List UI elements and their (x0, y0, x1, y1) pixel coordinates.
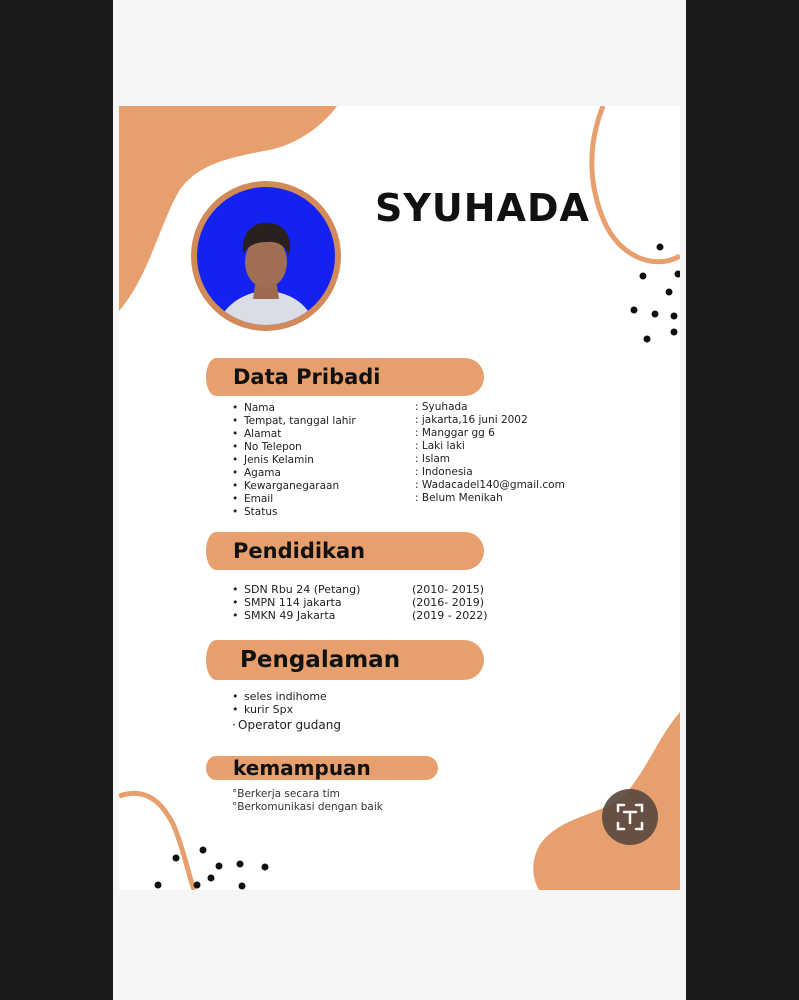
list-value: : Syuhada (415, 401, 468, 413)
list-item: • Tempat, tanggal lahir (232, 415, 356, 428)
list-item: • kurir Spx (232, 703, 341, 716)
education-list (232, 583, 492, 622)
experience-list (232, 690, 341, 733)
list-value: : Wadacadel140@gmail.com (415, 479, 565, 491)
personal-labels (232, 402, 356, 519)
list-item: • SMPN 114 jakarta (2016- 2019) (232, 596, 492, 609)
list-value: : Islam (415, 453, 451, 465)
list-item: • Kewarganegaraan (232, 480, 356, 493)
list-item: • Alamat (232, 428, 356, 441)
text-scan-icon[interactable] (602, 789, 658, 845)
list-value: : Manggar gg 6 (415, 427, 495, 439)
list-item: • Nama (232, 402, 356, 415)
personal-values (415, 401, 565, 505)
list-item: • Agama (232, 467, 356, 480)
list-item: • SMKN 49 Jakarta (2019 - 2022) (232, 609, 492, 622)
list-item: °Berkerja secara tim (232, 788, 340, 800)
cv-document (119, 106, 680, 890)
section-header-experience: Pengalaman (216, 640, 484, 680)
profile-photo (191, 181, 341, 331)
person-name: SYUHADA (375, 186, 590, 230)
section-header-personal: Data Pribadi (216, 358, 484, 396)
list-item: • Status (232, 506, 356, 519)
list-value: : jakarta,16 juni 2002 (415, 414, 528, 426)
list-value: : Belum Menikah (415, 492, 503, 504)
list-item: • Email (232, 493, 356, 506)
list-item: • No Telepon (232, 441, 356, 454)
list-value: : Laki laki (415, 440, 465, 452)
section-header-education: Pendidikan (216, 532, 484, 570)
list-item: • Jenis Kelamin (232, 454, 356, 467)
skills-list (232, 788, 383, 814)
list-item: · Operator gudang (232, 717, 341, 733)
section-header-skills: kemampuan (216, 756, 438, 780)
list-value: : Indonesia (415, 466, 473, 478)
list-item: • SDN Rbu 24 (Petang) (2010- 2015) (232, 583, 492, 596)
list-item: °Berkomunikasi dengan baik (232, 801, 383, 813)
list-item: • seles indihome (232, 690, 341, 703)
dots-bottom-left (155, 847, 269, 890)
